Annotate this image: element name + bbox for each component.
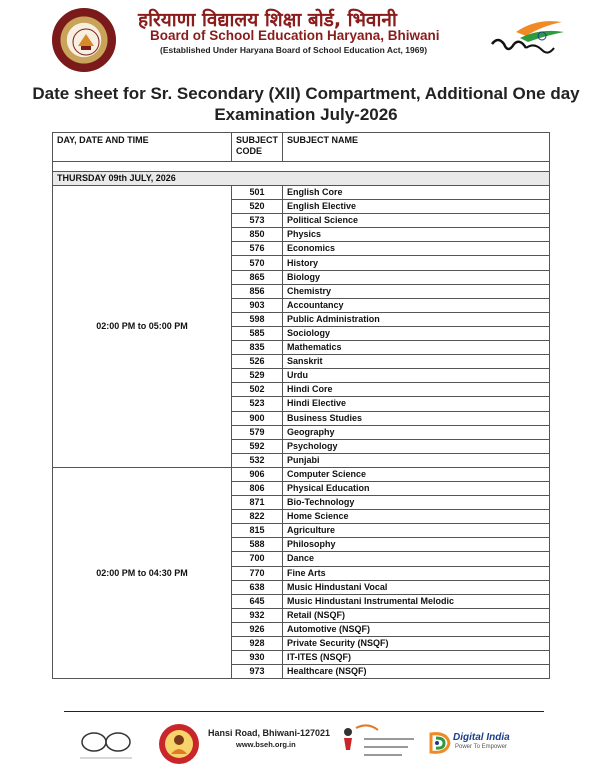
subject-code: 906 <box>232 467 283 481</box>
subject-name: Mathematics <box>283 341 550 355</box>
subject-code: 973 <box>232 665 283 679</box>
subject-code: 592 <box>232 439 283 453</box>
exam-day: THURSDAY 09th JULY, 2026 <box>53 172 550 186</box>
subject-name: English Core <box>283 186 550 200</box>
subject-code: 856 <box>232 284 283 298</box>
table-row <box>53 467 550 481</box>
footer <box>0 706 612 781</box>
subject-code: 523 <box>232 397 283 411</box>
subject-name: English Elective <box>283 200 550 214</box>
subject-name: Automotive (NSQF) <box>283 622 550 636</box>
subject-code: 806 <box>232 481 283 495</box>
subject-name: Dance <box>283 552 550 566</box>
subject-code: 638 <box>232 580 283 594</box>
subject-code: 598 <box>232 312 283 326</box>
subject-code: 588 <box>232 538 283 552</box>
digital-india-logo-icon <box>427 730 451 756</box>
subject-code: 865 <box>232 270 283 284</box>
subject-code: 900 <box>232 411 283 425</box>
subject-name: Chemistry <box>283 284 550 298</box>
subject-name: Public Administration <box>283 312 550 326</box>
document-title-line-2: Examination July-2026 <box>214 105 398 124</box>
subject-name: Sociology <box>283 326 550 340</box>
table-row <box>53 186 550 200</box>
subject-code: 579 <box>232 425 283 439</box>
subject-name: Psychology <box>283 439 550 453</box>
day-row <box>53 172 550 186</box>
subject-code: 928 <box>232 637 283 651</box>
subject-name: Sanskrit <box>283 355 550 369</box>
subject-name: Geography <box>283 425 550 439</box>
subject-name: Home Science <box>283 510 550 524</box>
subject-name: Economics <box>283 242 550 256</box>
subject-name: Hindi Core <box>283 383 550 397</box>
header-day-date-time: DAY, DATE AND TIME <box>53 133 232 162</box>
footer-website[interactable]: www.bseh.org.in <box>236 740 296 749</box>
subject-code: 573 <box>232 214 283 228</box>
subject-name: Physical Education <box>283 481 550 495</box>
subject-name: Accountancy <box>283 298 550 312</box>
subject-name: Business Studies <box>283 411 550 425</box>
digital-india-tagline: Power To Empower <box>455 744 507 750</box>
subject-name: Retail (NSQF) <box>283 608 550 622</box>
subject-code: 926 <box>232 622 283 636</box>
shiksha-ka-adhikar-icon <box>338 720 420 764</box>
subject-code: 501 <box>232 186 283 200</box>
header-code-line-1: SUBJECT <box>236 135 279 145</box>
board-name-english: Board of School Education Haryana, Bhiwani <box>150 28 440 43</box>
session-time: 02:00 PM to 04:30 PM <box>53 467 232 678</box>
subject-code: 645 <box>232 594 283 608</box>
subject-name: Agriculture <box>283 524 550 538</box>
subject-code: 932 <box>232 608 283 622</box>
bseh-emblem-icon <box>52 8 116 72</box>
subject-name: Urdu <box>283 369 550 383</box>
document-title-line-1: Date sheet for Sr. Secondary (XII) Compartment, Additional One day <box>32 84 580 103</box>
subject-name: Hindi Elective <box>283 397 550 411</box>
subject-name: Biology <box>283 270 550 284</box>
subject-name: Computer Science <box>283 467 550 481</box>
subject-code: 903 <box>232 298 283 312</box>
subject-name: Political Science <box>283 214 550 228</box>
session-time: 02:00 PM to 05:00 PM <box>53 186 232 468</box>
subject-name: Philosophy <box>283 538 550 552</box>
digital-india-text: Digital India <box>453 732 510 743</box>
subject-code: 815 <box>232 524 283 538</box>
beti-bachao-icon <box>157 722 201 766</box>
spacer-row <box>53 162 550 172</box>
swachh-bharat-glasses-icon <box>78 722 134 762</box>
subject-code: 871 <box>232 496 283 510</box>
table-header-row <box>53 133 550 162</box>
footer-address: Hansi Road, Bhiwani-127021 <box>208 728 331 738</box>
subject-code: 835 <box>232 341 283 355</box>
subject-code: 570 <box>232 256 283 270</box>
vande-mataram-logo-icon <box>486 14 566 64</box>
subject-code: 529 <box>232 369 283 383</box>
subject-name: Healthcare (NSQF) <box>283 665 550 679</box>
subject-code: 700 <box>232 552 283 566</box>
subject-name: Fine Arts <box>283 566 550 580</box>
digital-india-logo <box>427 730 517 760</box>
letterhead <box>0 0 612 78</box>
subject-name: Physics <box>283 228 550 242</box>
establishment-note: (Established Under Haryana Board of School Education Act, 1969) <box>160 45 428 55</box>
subject-name: History <box>283 256 550 270</box>
board-name-hindi: हरियाणा विद्यालय शिक्षा बोर्ड, भिवानी <box>138 9 397 31</box>
subject-name: Music Hindustani Instrumental Melodic <box>283 594 550 608</box>
sessions-body <box>53 186 550 679</box>
date-sheet-table <box>52 132 550 679</box>
subject-name: Music Hindustani Vocal <box>283 580 550 594</box>
header-code-line-2: CODE <box>236 146 263 156</box>
header-subject-name: SUBJECT NAME <box>283 133 550 162</box>
subject-code: 520 <box>232 200 283 214</box>
subject-code: 585 <box>232 326 283 340</box>
subject-code: 526 <box>232 355 283 369</box>
subject-name: Bio-Technology <box>283 496 550 510</box>
subject-code: 576 <box>232 242 283 256</box>
subject-name: Punjabi <box>283 453 550 467</box>
subject-name: Private Security (NSQF) <box>283 637 550 651</box>
subject-code: 850 <box>232 228 283 242</box>
footer-divider <box>64 711 544 712</box>
subject-code: 502 <box>232 383 283 397</box>
subject-code: 930 <box>232 651 283 665</box>
subject-code: 822 <box>232 510 283 524</box>
subject-name: IT-ITES (NSQF) <box>283 651 550 665</box>
subject-code: 532 <box>232 453 283 467</box>
subject-code: 770 <box>232 566 283 580</box>
header-subject-code <box>232 133 283 162</box>
